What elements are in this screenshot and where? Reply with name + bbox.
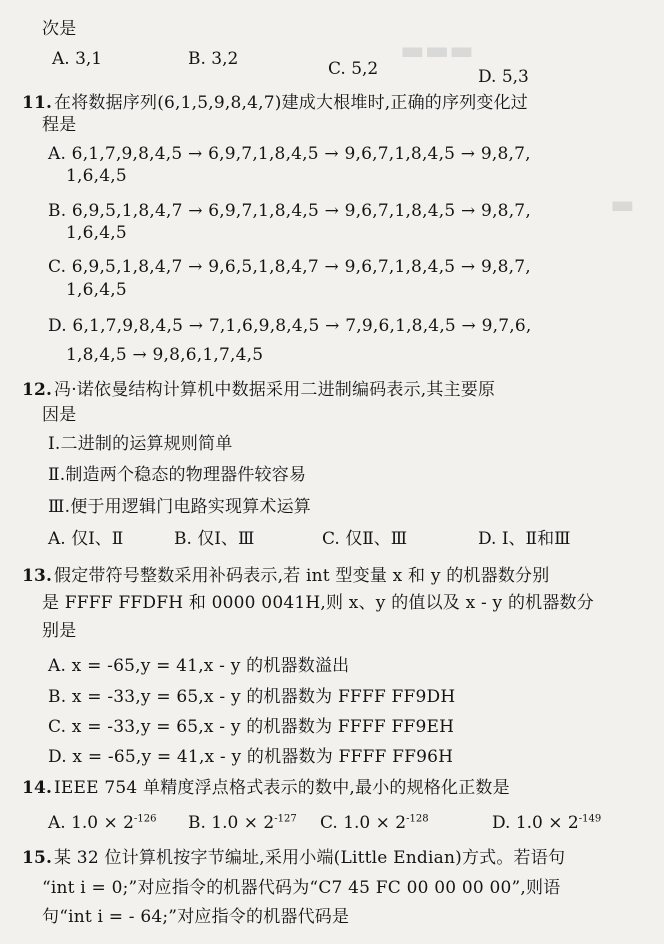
q14-number: 14. — [22, 778, 53, 798]
q13-option-a: A. x = -65,y = 41,x - y 的机器数溢出 — [48, 656, 350, 676]
q11-option-b-line1: B. 6,9,5,1,8,4,7 → 6,9,7,1,8,4,5 → 9,6,7,1,8,4,5 → 9,8,7, — [48, 201, 531, 221]
q14-option-a-exponent: -126 — [134, 813, 157, 825]
q12-number: 12. — [22, 380, 53, 400]
q14-option-c — [320, 812, 429, 834]
q13-number: 13. — [22, 566, 53, 586]
q13-stem-line3: 别是 — [42, 621, 77, 641]
q11-option-c-line1: C. 6,9,5,1,8,4,7 → 9,6,5,1,8,4,7 → 9,6,7,1,8,4,5 → 9,8,7, — [48, 257, 531, 277]
q15-stem-line2: “int i = 0;”对应指令的机器代码为“C7 45 FC 00 00 00 00”,则语 — [42, 878, 561, 898]
q14-option-b — [188, 812, 297, 834]
q10-option-b: B. 3,2 — [188, 49, 239, 69]
q13-option-c: C. x = -33,y = 65,x - y 的机器数为 FFFF FF9EH — [48, 717, 455, 737]
q14-option-b-exponent: -127 — [274, 813, 297, 825]
q12-option-a: A. 仅Ⅰ、Ⅱ — [48, 529, 124, 549]
q11-option-d-line1: D. 6,1,7,9,8,4,5 → 7,1,6,9,8,4,5 → 7,9,6,1,8,4,5 → 9,7,6, — [48, 316, 532, 336]
q14-option-c-exponent: -128 — [406, 813, 429, 825]
q14-option-c-base: C. 1.0 × 2 — [320, 813, 407, 833]
q13-option-d: D. x = -65,y = 41,x - y 的机器数为 FFFF FF96H — [48, 747, 454, 767]
q11-option-a-line2: 1,6,4,5 — [66, 166, 127, 186]
q13-stem-line1: 假定带符号整数采用补码表示,若 int 型变量 x 和 y 的机器数分别 — [54, 566, 550, 586]
q11-stem-line1: 在将数据序列(6,1,5,9,8,4,7)建成大根堆时,正确的序列变化过 — [54, 93, 529, 113]
q10-option-a: A. 3,1 — [52, 49, 103, 69]
q15-stem-line1: 某 32 位计算机按字节编址,采用小端(Little Endian)方式。若语句 — [54, 848, 566, 868]
bleed-through-mark: ▬▬▬ — [400, 36, 474, 66]
q15-number: 15. — [22, 848, 53, 868]
q14-option-a-base: A. 1.0 × 2 — [48, 813, 134, 833]
q13-option-b: B. x = -33,y = 65,x - y 的机器数为 FFFF FF9DH — [48, 687, 456, 707]
q12-option-d: D. Ⅰ、Ⅱ和Ⅲ — [478, 529, 571, 549]
q14-option-d — [492, 812, 601, 834]
q11-option-a-line1: A. 6,1,7,9,8,4,5 → 6,9,7,1,8,4,5 → 9,6,7,1,8,4,5 → 9,8,7, — [48, 144, 531, 164]
q14-option-b-base: B. 1.0 × 2 — [188, 813, 275, 833]
q15-stem-line3: 句“int i = - 64;”对应指令的机器代码是 — [42, 907, 350, 927]
q14-option-a — [48, 812, 156, 834]
q12-stem-line2: 因是 — [42, 405, 77, 425]
q11-stem-line2: 程是 — [42, 115, 77, 135]
q11-option-b-line2: 1,6,4,5 — [66, 223, 127, 243]
q10-option-c: C. 5,2 — [328, 59, 379, 79]
q14-option-d-base: D. 1.0 × 2 — [492, 813, 579, 833]
q12-item-3: Ⅲ.便于用逻辑门电路实现算术运算 — [48, 497, 311, 517]
q11-option-d-line2: 1,8,4,5 → 9,8,6,1,7,4,5 — [66, 345, 264, 365]
q12-item-1: Ⅰ.二进制的运算规则简单 — [48, 434, 233, 454]
q12-stem-line1: 冯·诺依曼结构计算机中数据采用二进制编码表示,其主要原 — [54, 380, 496, 400]
q11-option-c-line2: 1,6,4,5 — [66, 280, 127, 300]
q13-stem-line2: 是 FFFF FFDFH 和 0000 0041H,则 x、y 的值以及 x - y 的机器数分 — [42, 593, 594, 613]
bleed-through-mark: ▬ — [610, 190, 635, 220]
q11-number: 11. — [22, 93, 53, 113]
q12-item-2: Ⅱ.制造两个稳态的物理器件较容易 — [48, 465, 307, 485]
q10-stem-tail: 次是 — [42, 19, 77, 39]
q12-option-b: B. 仅Ⅰ、Ⅲ — [174, 529, 255, 549]
q12-option-c: C. 仅Ⅱ、Ⅲ — [322, 529, 408, 549]
q14-stem: IEEE 754 单精度浮点格式表示的数中,最小的规格化正数是 — [54, 778, 510, 798]
q14-option-d-exponent: -149 — [578, 813, 602, 825]
q10-option-d: D. 5,3 — [478, 67, 529, 87]
